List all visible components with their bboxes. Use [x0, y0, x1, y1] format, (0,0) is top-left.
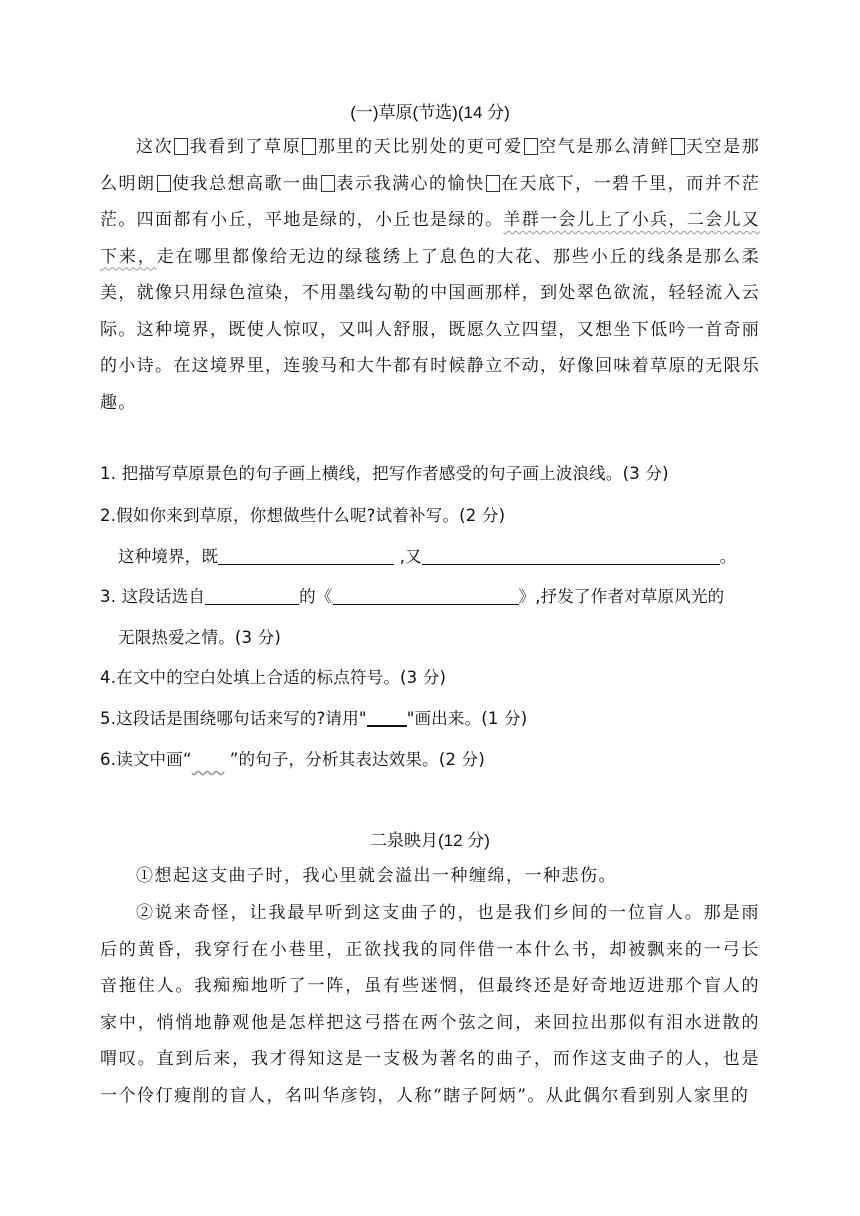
punctuation-blank-box[interactable] — [157, 175, 171, 192]
answer-blank-2[interactable] — [422, 546, 720, 565]
fill-middle: ,又 — [394, 547, 422, 566]
passage-text: 天空是那么明朗 — [100, 137, 760, 194]
answer-blank-1[interactable] — [218, 546, 394, 565]
fill-prefix: 这种境界，既 — [118, 547, 219, 566]
essay-paragraph-2: ②说来奇怪，让我最早听到这支曲子的，也是我们乡间的一位盲人。那是雨后的黄昏，我穿行在小巷里，正欲找我的同伴借一本什么书，却被飘来的一弓长音拖住人。我痴痴地听了一阵，虽有些迷惘，但最终还是好奇地迈进那个盲人的家中，悄悄地静观他是怎样把这弓搭在两个弦之间，来回拉出那似有泪水迸散的喟叹。直到后来，我才得知这是一支极为著名的曲子，而作这支曲子的人，也是一个伶仃瘦削的盲人，名叫华彦钧，人称“瞎子阿炳”。从此偶尔看到别人家里的 — [100, 903, 760, 1106]
passage-text: 表示我满心的愉快 — [336, 173, 485, 194]
punctuation-blank-box[interactable] — [486, 175, 500, 192]
question-3-cont: 无限热爱之情。(3 分) — [118, 628, 282, 647]
punctuation-blank-box[interactable] — [174, 138, 188, 155]
q3-text: 的《 — [299, 587, 333, 606]
q3-text: 》,抒发了作者对草原风光的 — [518, 587, 725, 606]
passage-text: 空气是那么清鲜 — [538, 137, 670, 157]
title-blank[interactable] — [333, 586, 519, 605]
q6-text: 6.读文中画“ — [100, 750, 192, 769]
passage-text: 走在哪里都像给无边的绿毯绣上了息色的大花、那些小丘的线条是那么柔美，就像只用绿色渲染，不用墨线勾勒的中国画那样，到处翠色欲流，轻轻流入云际。这种境界，既使人惊叹，又叫人舒服，既愿久立四望，又想坐下低吟一首奇丽的小诗。在这境界里，连骏马和大牛都有时候静立不动，好像回味着草原的无限乐趣。 — [100, 246, 760, 413]
grassland-passage — [100, 129, 760, 421]
passage-text: 使我总想高歌一曲 — [171, 173, 321, 194]
question-3 — [100, 583, 724, 607]
passage-text: 在天底下，一碧千里，而并不茫茫。四面都有小丘，平地是绿的，小丘也是绿的。 — [100, 173, 760, 230]
q6-text: ”的句子，分析其表达效果。(2 分) — [229, 750, 485, 769]
passage-text: 我看到了草原 — [189, 137, 302, 157]
question-2-fill-line — [118, 543, 737, 567]
essay-paragraph-1: ①想起这支曲子时，我心里就会溢出一种缠绵，一种悲伤。 — [136, 866, 617, 886]
punctuation-blank-box[interactable] — [524, 138, 538, 155]
q3-text: 3. 这段话选自 — [100, 587, 206, 606]
author-blank[interactable] — [205, 586, 299, 605]
punctuation-blank-box[interactable] — [302, 138, 316, 155]
fill-end: 。 — [719, 547, 737, 566]
q5-text: 5.这段话是围绕哪句话来写的?请用" — [100, 709, 367, 728]
question-6 — [100, 746, 485, 770]
section1-title: (一)草原(节选)(14 分) — [350, 103, 510, 122]
wavy-line-sample — [192, 754, 230, 770]
punctuation-blank-box[interactable] — [321, 175, 335, 192]
question-4: 4.在文中的空白处填上合适的标点符号。(3 分) — [100, 668, 447, 687]
question-5 — [100, 705, 527, 729]
passage-text: 这次 — [136, 137, 174, 157]
underline-sample — [367, 707, 407, 727]
wavy-underlined-sentence: 羊群一会儿上了小兵，二会儿又下来， — [100, 210, 760, 267]
passage-text: 那里的天比别处的更可爱 — [317, 137, 523, 157]
q5-text: "画出来。(1 分) — [406, 709, 528, 728]
question-2: 2.假如你来到草原，你想做些什么呢?试着补写。(2 分) — [100, 506, 506, 525]
punctuation-blank-box[interactable] — [671, 138, 685, 155]
section2-title: 二泉映月(12 分) — [370, 831, 490, 850]
question-1: 1. 把描写草原景色的句子画上横线，把写作者感受的句子画上波浪线。(3 分) — [100, 464, 669, 483]
